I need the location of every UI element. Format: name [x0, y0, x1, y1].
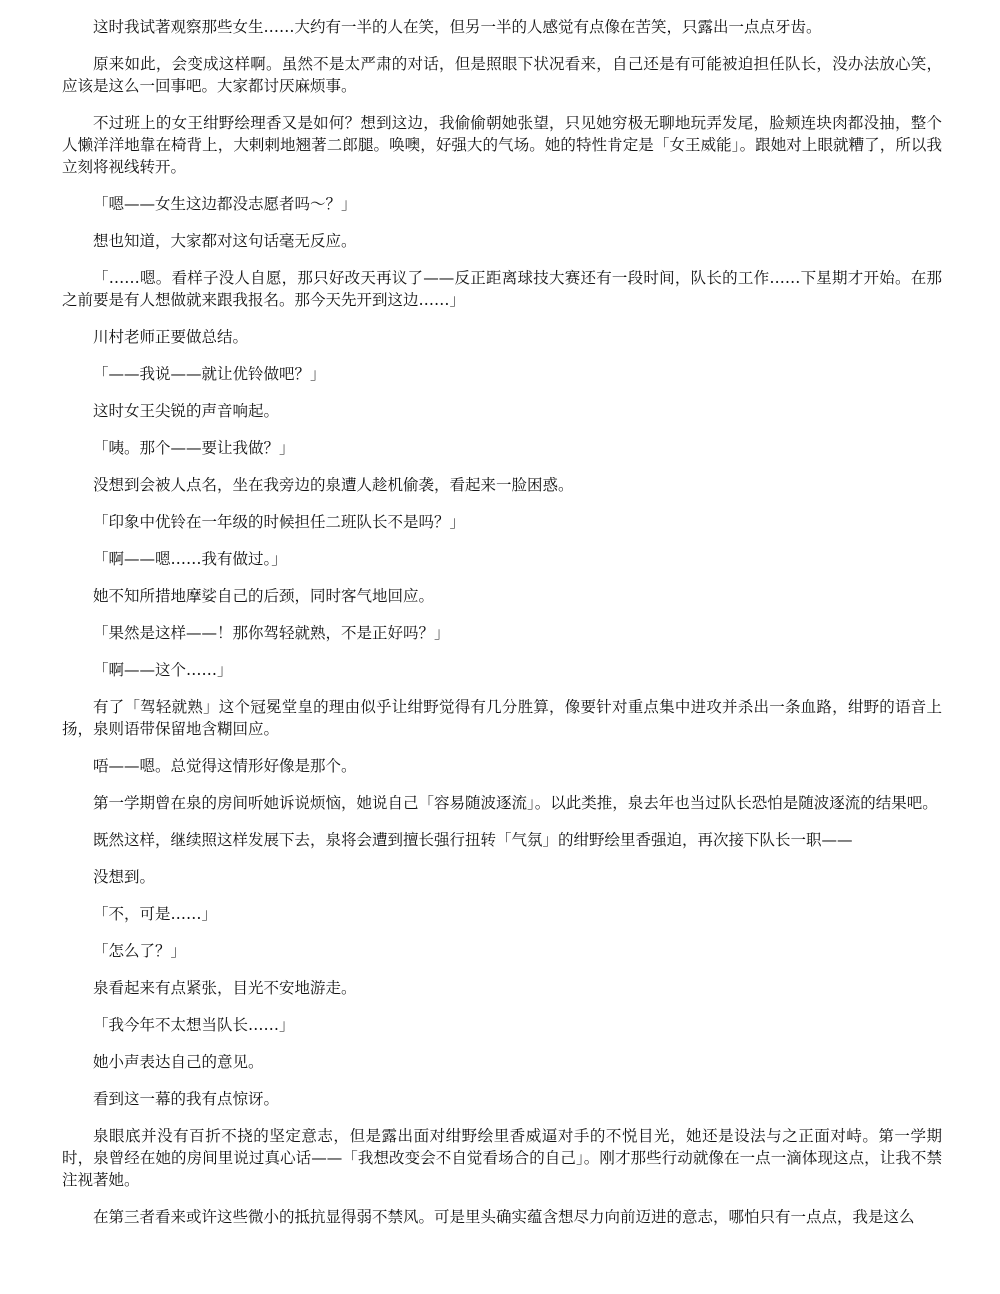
- paragraph: 「我今年不太想当队长……」: [93, 1016, 295, 1034]
- paragraph: 「……嗯。看样子没人自愿，那只好改天再议了——反正距离球技大赛还有一段时间，队长的工作……下星期才开始。在那之前要是有人想做就来跟我报名。那今天先开到这边……」: [62, 269, 942, 309]
- paragraph: 「不，可是……」: [93, 905, 218, 923]
- paragraph: 看到这一幕的我有点惊讶。: [93, 1090, 280, 1108]
- paragraph: 「——我说——就让优铃做吧？」: [93, 365, 326, 383]
- paragraph: 这时女王尖锐的声音响起。: [93, 402, 280, 420]
- paragraph: 泉眼底并没有百折不挠的坚定意志，但是露出面对绀野绘里香威逼对手的不悦目光，她还是设法与之正面对峙。第一学期时，泉曾经在她的房间里说过真心话——「我想改变会不自觉看场合的自己」。刚才那些行动就像在一点一滴体现这点，让我不禁注视著她。: [62, 1127, 942, 1189]
- paragraph: 「果然是这样——！那你驾轻就熟，不是正好吗？」: [93, 624, 450, 642]
- paragraph: 想也知道，大家都对这句话毫无反应。: [93, 232, 357, 250]
- paragraph: 没想到会被人点名，坐在我旁边的泉遭人趁机偷袭，看起来一脸困惑。: [93, 476, 574, 494]
- paragraph: 有了「驾轻就熟」这个冠冕堂皇的理由似乎让绀野觉得有几分胜算，像要针对重点集中进攻并杀出一条血路，绀野的语音上扬，泉则语带保留地含糊回应。: [62, 698, 942, 738]
- paragraph: 川村老师正要做总结。: [93, 328, 249, 346]
- paragraph: 没想到。: [93, 868, 156, 886]
- paragraph: 她小声表达自己的意见。: [93, 1053, 264, 1071]
- paragraph: 在第三者看来或许这些微小的抵抗显得弱不禁风。可是里头确实蕴含想尽力向前迈进的意志，哪怕只有一点点，我是这么: [93, 1208, 915, 1226]
- paragraph: 「咦。那个——要让我做？」: [93, 439, 295, 457]
- paragraph: 「印象中优铃在一年级的时候担任二班队长不是吗？」: [93, 513, 466, 531]
- body-text: [62, 16, 942, 1243]
- paragraph: 「嗯——女生这边都没志愿者吗～？」: [93, 195, 357, 213]
- paragraph: 这时我试著观察那些女生……大约有一半的人在笑，但另一半的人感觉有点像在苦笑，只露出一点点牙齿。: [93, 18, 822, 36]
- paragraph: 第一学期曾在泉的房间听她诉说烦恼，她说自己「容易随波逐流」。以此类推，泉去年也当过队长恐怕是随波逐流的结果吧。: [93, 794, 938, 812]
- paragraph: 原来如此，会变成这样啊。虽然不是太严肃的对话，但是照眼下状况看来，自己还是有可能被迫担任队长，没办法放心笑，应该是这么一回事吧。大家都讨厌麻烦事。: [62, 55, 942, 95]
- paragraph: 「啊——这个……」: [93, 661, 233, 679]
- paragraph: 既然这样，继续照这样发展下去，泉将会遭到擅长强行扭转「气氛」的绀野绘里香强迫，再次接下队长一职——: [93, 831, 853, 849]
- paragraph: 「啊——嗯……我有做过。」: [93, 550, 287, 568]
- paragraph: 泉看起来有点紧张，目光不安地游走。: [93, 979, 357, 997]
- paragraph: 唔——嗯。总觉得这情形好像是那个。: [93, 757, 357, 775]
- paragraph: 「怎么了？」: [93, 942, 187, 960]
- paragraph: 她不知所措地摩娑自己的后颈，同时客气地回应。: [93, 587, 435, 605]
- paragraph: 不过班上的女王绀野绘理香又是如何？想到这边，我偷偷朝她张望，只见她穷极无聊地玩弄发尾，脸颊连块肉都没抽，整个人懒洋洋地靠在椅背上，大剌剌地翘著二郎腿。唤噢，好强大的气场。她的特性肯定是「女王威能」。跟她对上眼就糟了，所以我立刻将视线转开。: [62, 114, 942, 176]
